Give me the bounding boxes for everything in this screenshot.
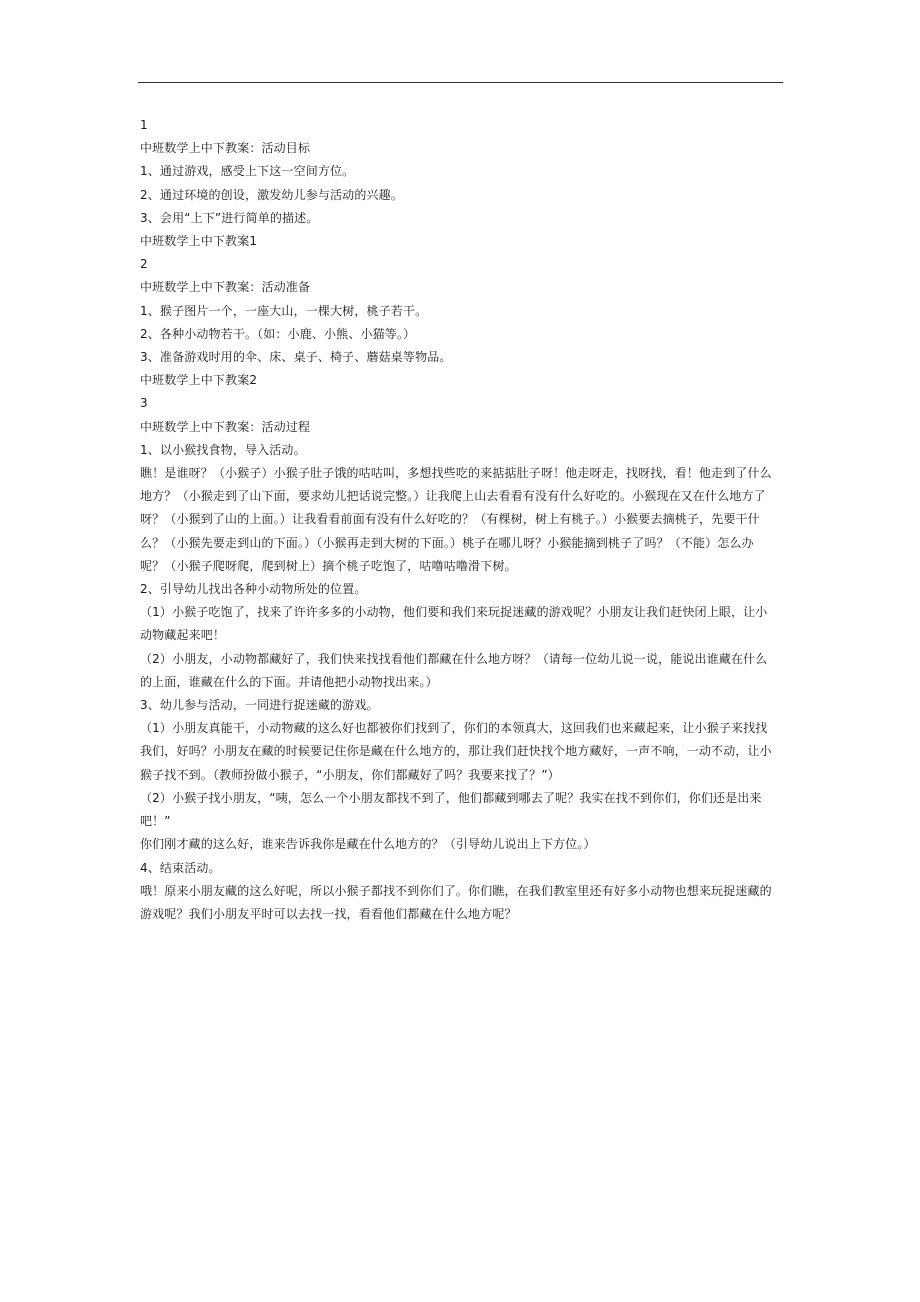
process-step-2-sub-1: （1）小猴子吃饱了，找来了许许多多的小动物，他们要和我们来玩捉迷藏的游戏呢？小朋友让我们赶快闭上眼，让小	[140, 605, 768, 620]
process-step-3-title: 3、幼儿参与活动，一同进行捉迷藏的游戏。	[140, 698, 379, 713]
goal-item-3: 3、会用“上下”进行简单的描述。	[140, 210, 319, 225]
process-step-1-text: 么？（小猴先要走到山的下面。）（小猴再走到大树的下面。）桃子在哪儿呀？小猴能摘到桃子了吗？（不能）怎么办	[140, 535, 754, 550]
section-heading-preparation: 中班数学上中下教案：活动准备	[140, 280, 311, 295]
section-number-3: 3	[140, 396, 148, 411]
section-number-1: 1	[140, 118, 148, 132]
process-step-1-text: 地方？（小猴走到了山下面，要求幼儿把话说完整。）让我爬上山去看看有没有什么好吃的。小猴现在又在什么地方了	[140, 489, 766, 504]
document-body	[140, 114, 785, 926]
process-step-3-sub-1: （1）小朋友真能干，小动物藏的这么好也都被你们找到了，你们的本领真大，这回我们也来藏起来，让小猴子来找找	[140, 721, 768, 736]
process-step-4-title: 4、结束活动。	[140, 860, 221, 875]
process-step-1-text: 瞧！是谁呀？（小猴子）小猴子肚子饿的咕咕叫，多想找些吃的来掂掂肚子呀！他走呀走，找呀找，看！他走到了什么	[140, 466, 772, 481]
section-heading-process: 中班数学上中下教案：活动过程	[140, 419, 311, 434]
section-number-2: 2	[140, 257, 148, 272]
goal-item-1: 1、通过游戏，感受上下这一空间方位。	[140, 164, 355, 179]
process-step-3-sub-2: 吧！”	[140, 814, 171, 829]
goal-item-2: 2、通过环境的创设，激发幼儿参与活动的兴趣。	[140, 187, 403, 202]
process-step-1-text: 呢？（小猴子爬呀爬，爬到树上）摘个桃子吃饱了，咕噜咕噜滑下树。	[140, 558, 517, 573]
process-step-3-sub-2: （2）小猴子找小朋友，“咦，怎么一个小朋友都找不到了，他们都藏到哪去了呢？我实在找不到你们，你们还是出来	[140, 790, 762, 805]
process-step-1-text: 呀？（小猴到了山的上面。）让我看看前面有没有什么好吃的？（有棵树，树上有桃子。）小猴要去摘桃子，先要干什	[140, 512, 760, 527]
process-step-2-sub-2: 的上面，谁藏在什么的下面。并请他把小动物找出来。）	[140, 674, 438, 689]
section-heading-goals: 中班数学上中下教案：活动目标	[140, 141, 311, 156]
prep-item-2: 2、各种小动物若干。（如：小鹿、小熊、小猫等。）	[140, 326, 416, 341]
process-step-4-text: 游戏呢？我们小朋友平时可以去找一找，看看他们都藏在什么地方呢？	[140, 906, 517, 921]
section-caption-2: 中班数学上中下教案2	[140, 373, 258, 388]
process-step-1-title: 1、以小猴找食物，导入活动。	[140, 442, 306, 457]
section-caption-1: 中班数学上中下教案1	[140, 234, 258, 249]
prep-item-3: 3、准备游戏时用的伞、床、桌子、椅子、蘑菇桌等物品。	[140, 350, 452, 365]
process-step-3-text: 你们刚才藏的这么好，谁来告诉我你是藏在什么地方的？（引导幼儿说出上下方位。）	[140, 837, 596, 852]
process-step-2-sub-2: （2）小朋友，小动物都藏好了，我们快来找找看他们都藏在什么地方呀？（请每一位幼儿说一说，能说出谁藏在什么	[140, 651, 768, 666]
process-step-3-sub-1: 我们，好吗？小朋友在藏的时候要记住你是藏在什么地方的，那让我们赶快找个地方藏好，一声不响，一动不动，让小	[140, 744, 772, 759]
prep-item-1: 1、猴子图片一个，一座大山，一棵大树，桃子若干。	[140, 303, 428, 318]
header-rule	[138, 82, 783, 83]
process-step-2-title: 2、引导幼儿找出各种小动物所处的位置。	[140, 582, 367, 597]
process-step-3-sub-1: 猴子找不到。（教师扮做小猴子，“小朋友，你们都藏好了吗？我要来找了？”）	[140, 767, 560, 782]
process-step-2-sub-1: 动物藏起来吧！	[140, 628, 226, 643]
process-step-4-text: 哦！原来小朋友藏的这么好呢，所以小猴子都找不到你们了。你们瞧，在我们教室里还有好多小动物也想来玩捉迷藏的	[140, 883, 772, 898]
